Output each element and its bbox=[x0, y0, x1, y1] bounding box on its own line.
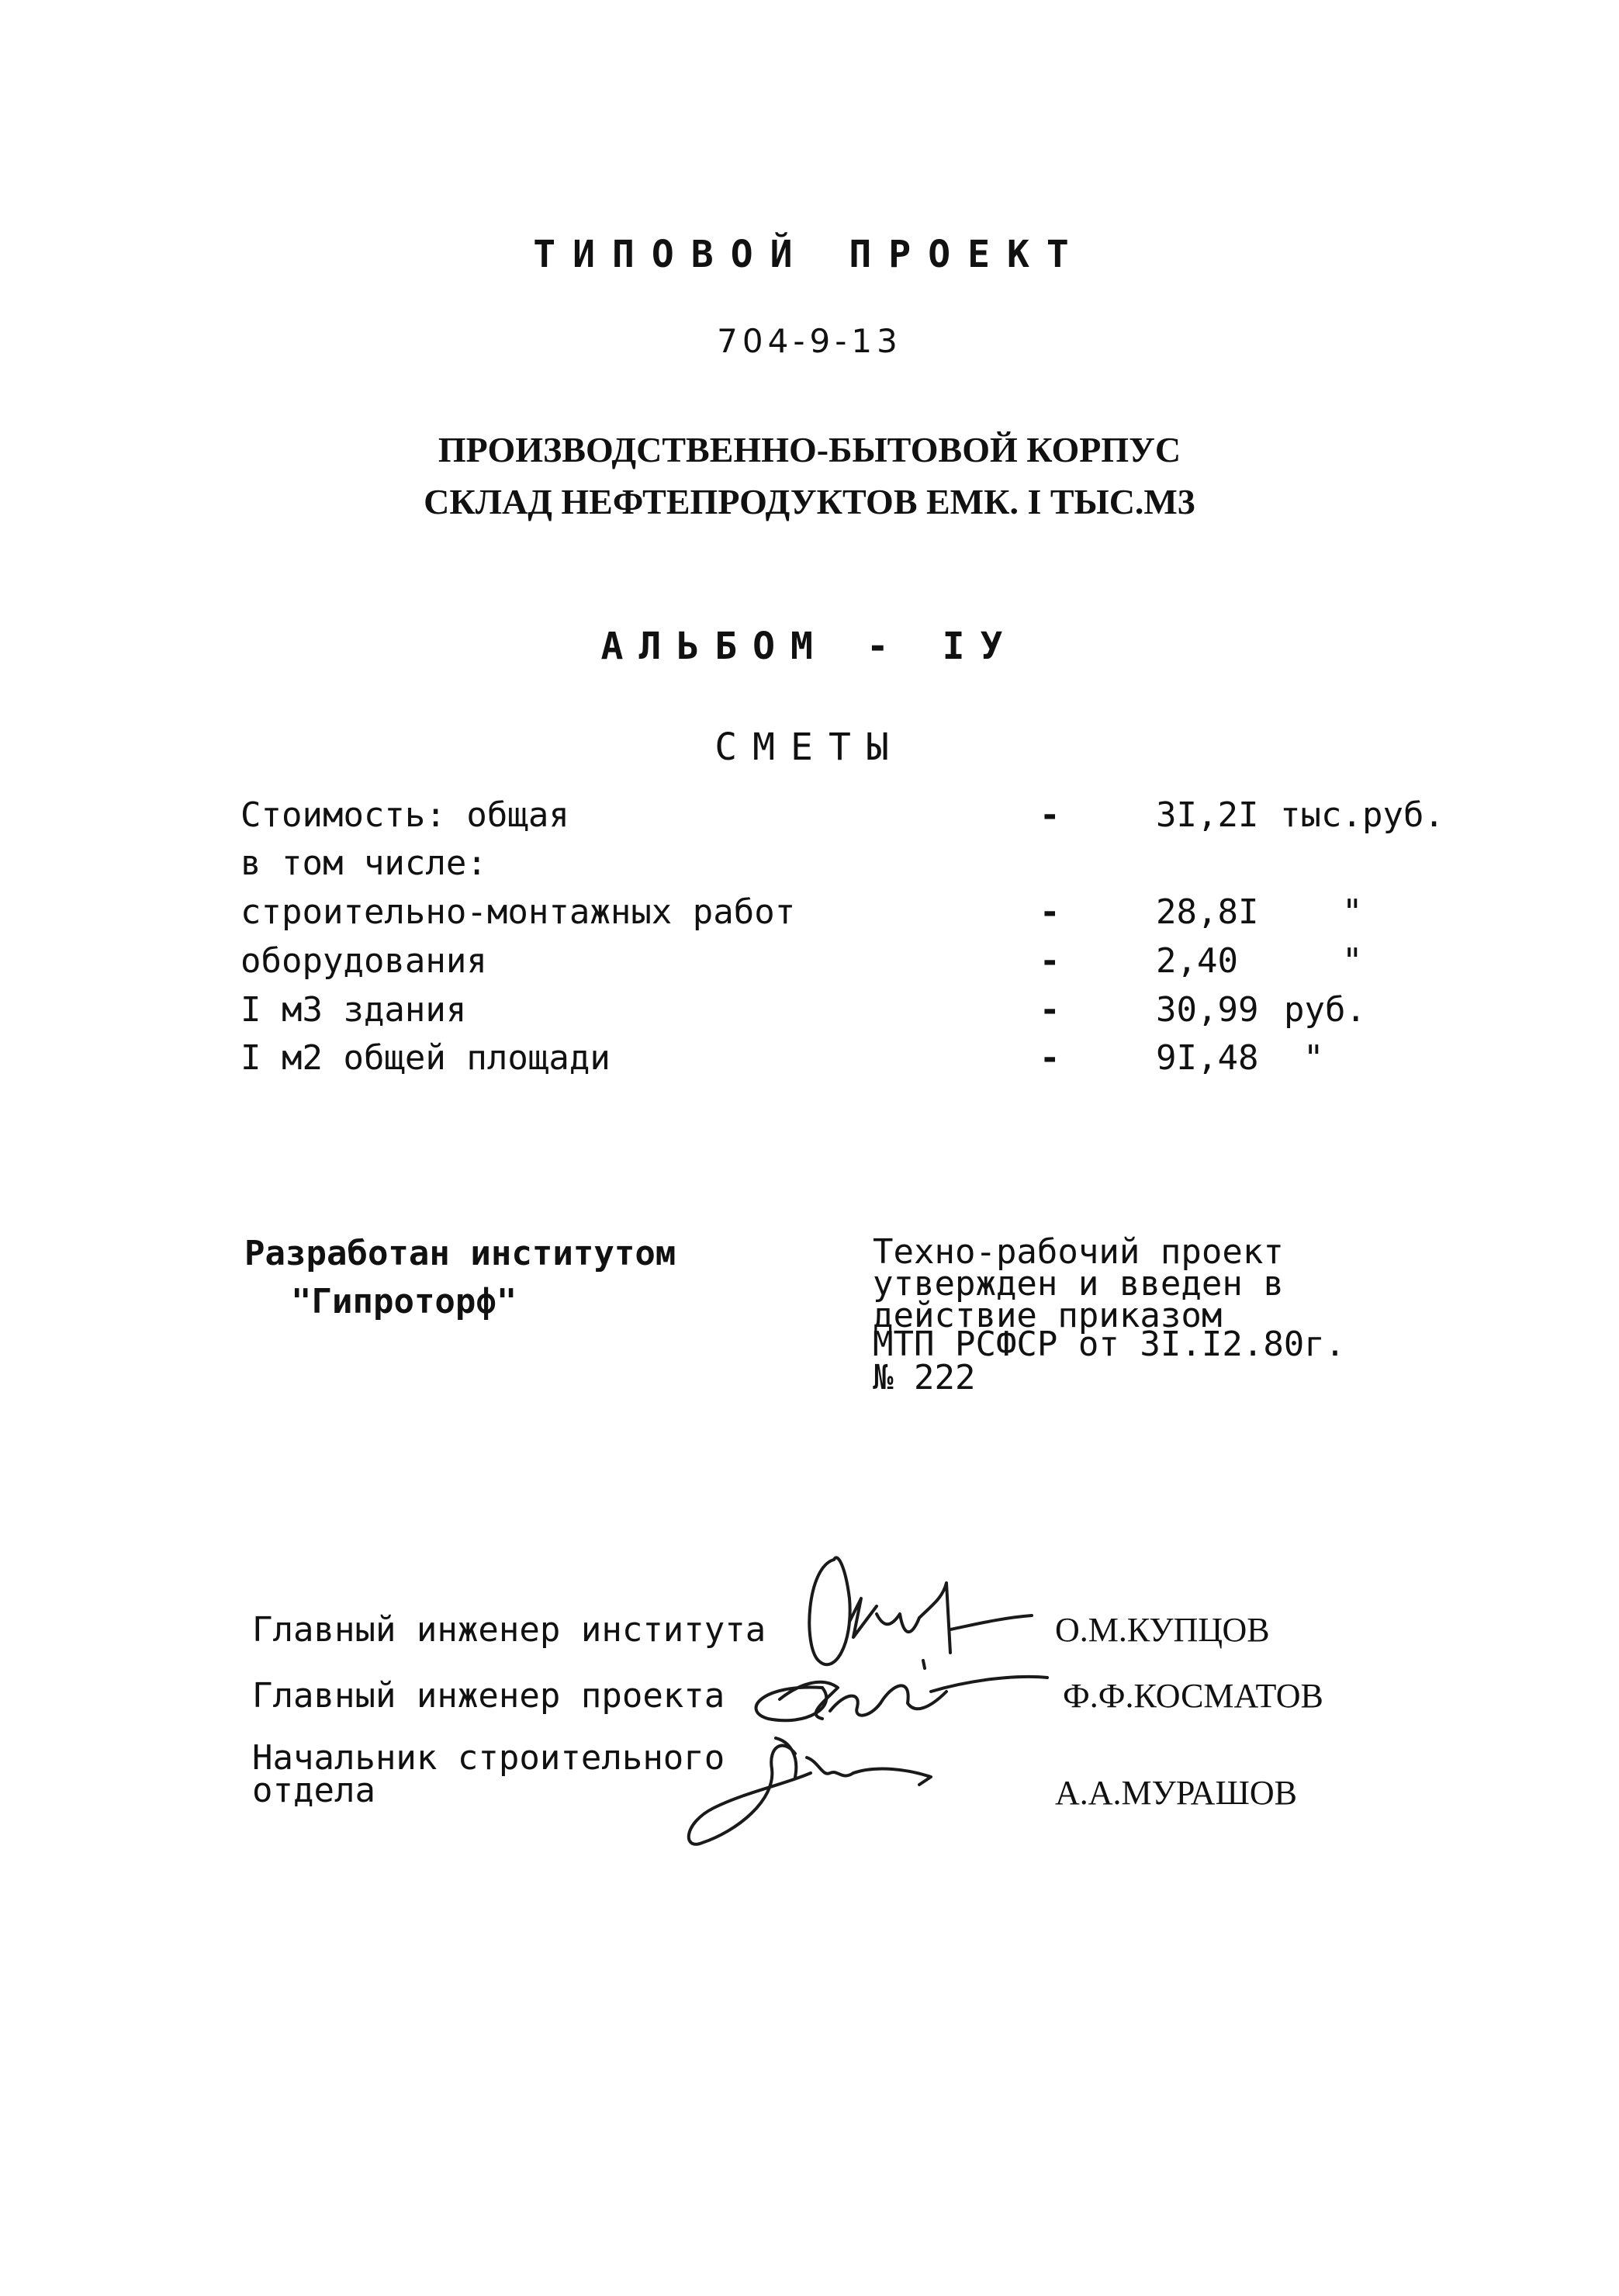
approval-line4: МТП РСФСР от 3I.I2.80г. bbox=[873, 1325, 1346, 1364]
developer-institute: "Гипроторф" bbox=[291, 1282, 517, 1321]
cost-label: оборудования bbox=[240, 941, 487, 981]
object-title-line2: СКЛАД НЕФТЕПРОДУКТОВ ЕМК. I ТЫС.М3 bbox=[424, 482, 1195, 521]
cost-unit: " bbox=[1342, 892, 1363, 932]
approval-line3: действие приказом bbox=[873, 1296, 1223, 1335]
object-title-line1: ПРОИЗВОДСТВЕННО-БЫТОВОЙ КОРПУС bbox=[438, 430, 1181, 469]
cost-value: 2,40 bbox=[1156, 941, 1238, 981]
cost-label: I м2 общей площади bbox=[240, 1038, 611, 1078]
cost-value: 9I,48 bbox=[1156, 1038, 1259, 1078]
signature-role: Начальник строительного bbox=[252, 1738, 725, 1778]
cost-unit: " bbox=[1342, 941, 1363, 981]
cost-label: в том числе: bbox=[240, 843, 487, 883]
section-title: СМЕТЫ bbox=[714, 726, 905, 769]
cost-label: I м3 здания bbox=[240, 990, 467, 1030]
approval-number: № 222 bbox=[873, 1358, 976, 1397]
signature-name: О.М.КУПЦОВ bbox=[1055, 1611, 1270, 1649]
album-number: АЛЬБОМ - IУ bbox=[600, 625, 1019, 668]
cost-dash: - bbox=[1040, 990, 1060, 1030]
approval-line1: Техно-рабочий проект bbox=[873, 1232, 1284, 1272]
signature-murashov bbox=[689, 1738, 931, 1844]
signature-name: Ф.Ф.КОСМАТОВ bbox=[1063, 1677, 1323, 1715]
signature-role: отдела bbox=[252, 1771, 375, 1810]
cost-dash: - bbox=[1040, 1038, 1060, 1078]
document-title: ТИПОВОЙ ПРОЕКТ bbox=[533, 233, 1086, 276]
signature-role: Главный инженер института bbox=[252, 1610, 766, 1650]
signature-name: А.А.МУРАШОВ bbox=[1055, 1774, 1297, 1812]
cost-value: 3I,2I bbox=[1156, 795, 1259, 835]
cost-unit: руб. bbox=[1284, 990, 1366, 1030]
cost-value: 30,99 bbox=[1156, 990, 1259, 1030]
cost-unit: тыс.руб. bbox=[1280, 795, 1444, 835]
project-code: 704-9-13 bbox=[717, 322, 902, 360]
signature-kosmatov bbox=[756, 1661, 1047, 1720]
cost-label: Стоимость: общая bbox=[240, 795, 569, 835]
signature-kuptsov bbox=[809, 1557, 1032, 1664]
cost-value: 28,8I bbox=[1156, 892, 1259, 932]
cost-dash: - bbox=[1040, 795, 1060, 835]
signature-role: Главный инженер проекта bbox=[252, 1676, 725, 1716]
developer-line1: Разработан институтом bbox=[244, 1234, 676, 1273]
cost-unit: " bbox=[1303, 1038, 1324, 1078]
cost-label: строительно-монтажных работ bbox=[240, 892, 796, 932]
cost-dash: - bbox=[1040, 941, 1060, 981]
approval-line2: утвержден и введен в bbox=[873, 1264, 1284, 1304]
cost-dash: - bbox=[1040, 892, 1060, 932]
